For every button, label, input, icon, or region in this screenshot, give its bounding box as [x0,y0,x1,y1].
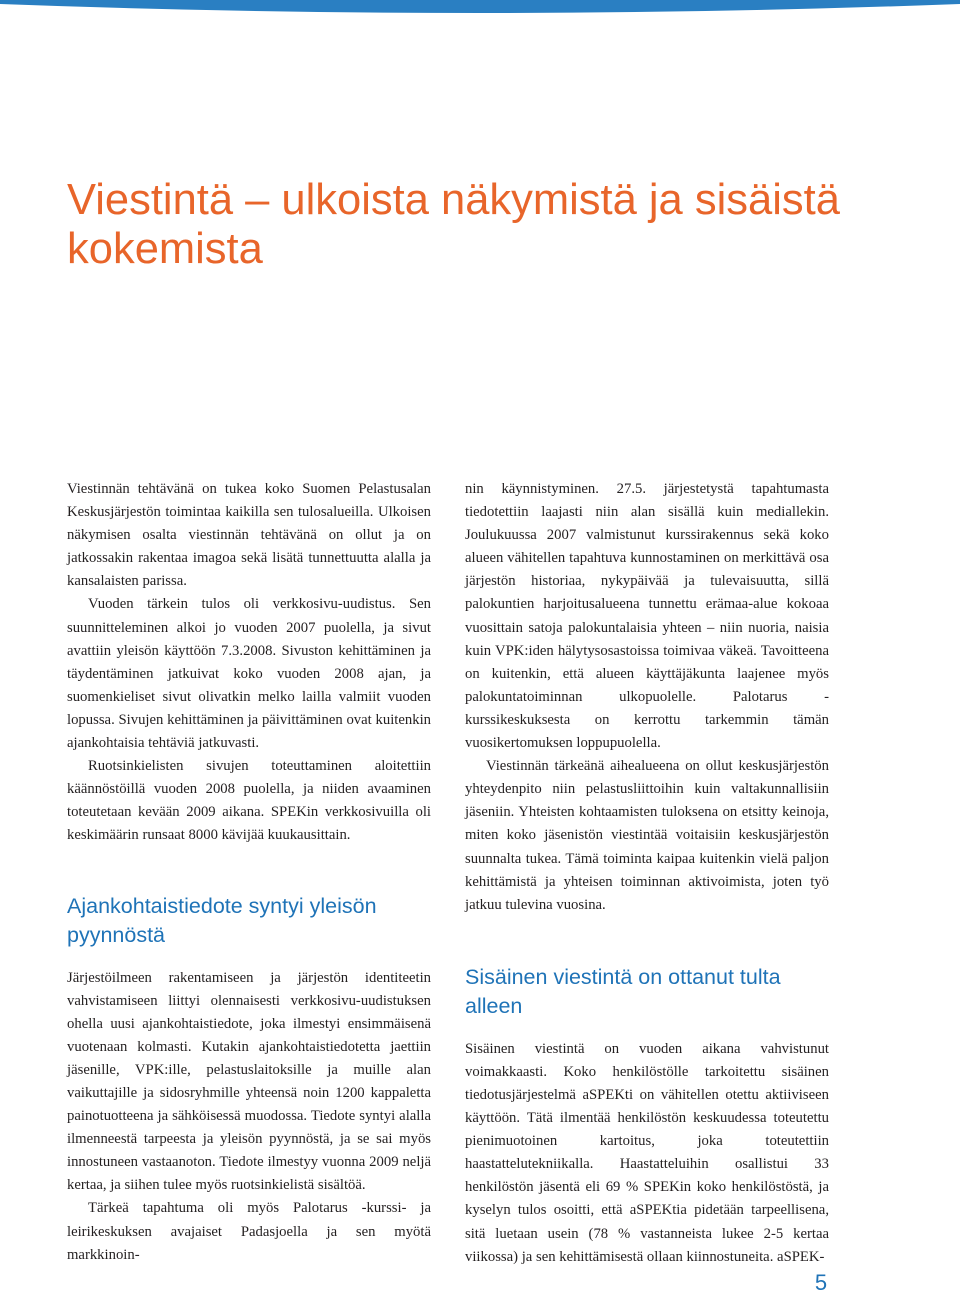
page-title: Viestintä – ulkoista näkymistä ja sisäistä kokemista [67,176,840,273]
right-column [465,478,829,1269]
section-heading: Sisäinen viestintä on ottanut tulta alleen [465,964,781,1018]
paragraph: Ruotsinkielisten sivujen toteuttaminen aloitettiin käännöstöillä vuoden 2008 puolella, ja niiden avaaminen toteutetaan kevään 2009 aikana. SPEKin verkkosivuilla oli keskimäärin runsaat 8000 kävijää kuukausittain. [67,758,431,844]
paragraph: Järjestöilmeen rakentamiseen ja järjestön identiteetin vahvistamiseen liittyi olennaisesti verkkosivu-uudistuksen ohella uusi ajankohtaistiedote, joka ilmestyi ensimmäisenä vuotenaan kolmasti. Kutakin ajankohtaistiedotetta jaettiin jäsenille, VPK:ille, pelastuslaitoksille ja muille alan vaikuttajille ja sidosryhmille yhteensä noin 1200 kappaletta painotuotteena ja sähköisessä muodossa. Tiedote syntyi alalla ilmenneestä tarpeesta ja yleisön pyynnöstä, ja se sai myös innostuneen vastaanoton. Tiedote ilmestyy vuonna 2009 neljä kertaa, ja siihen tulee myös ruotsinkielistä sisältöä. [67,969,431,1194]
page-number: 5 [814,1270,828,1295]
paragraph: Tärkeä tapahtuma oli myös Palotarus -kurssi- ja leirikeskuksen avajaiset Padasjoella ja sen myötä markkinoin- [67,1200,431,1263]
paragraph: nin käynnistyminen. 27.5. järjestetystä tapahtumasta tiedotettiin laajasti niin alan sisällä kuin mediallekin. Joulukuussa 2007 valmistunut kurssirakennus sekä koko alueen vähitellen tapahtuva kunnostaminen on merkittävä osa järjestön historiaa, nykypäivää ja tulevaisuutta, sillä palokuntien harjoitusalueena tunnettu erämaa-alue kokoaa vuosittain satoja palokuntalaisia yhteen – niin nuoria, naisia kuin VPK:iden hälytysosastoissa toimivaa väkeä. Tavoitteena on kuitenkin, että alueen käyttäjäkunta laajenee myös palokuntatoiminnan ulkopuolelle. Palotarus -kurssikeskuksesta on kerrottu tarkemmin tämän vuosikertomuksen loppupuolella. [465,481,829,752]
left-column [67,478,431,1267]
paragraph: Vuoden tärkein tulos oli verkkosivu-uudistus. Sen suunnitteleminen alkoi jo vuoden 2007 puolella, ja sivut avattiin yleisön käyttöön 7.3.2008. Sivuston kehittäminen ja täydentäminen jatkuivat koko vuoden 2008 ajan, ja suomenkieliset sivut olivatkin melko lailla valmiit vuoden lopussa. Sivujen kehittäminen ja päivittäminen ovat kuitenkin ajankohtaisia tehtäviä jatkuvasti. [67,596,431,752]
paragraph: Sisäinen viestintä on vuoden aikana vahvistunut voimakkaasti. Koko henkilöstölle tarkoitettu sisäinen tiedotusjärjestelmä aSPEKti on vähitellen otettu aktiiviseen käyttöön. Tätä ilmentää henkilöstön keskuudessa toteutettu pienimuotoinen kartoitus, joka toteutettiin haastattelutekniikalla. Haastatteluihin osallistui 33 henkilöstön jäsentä eli 69 % SPEKin koko henkilöstöstä, ja kyselyn tulos osoitti, että aSPEKtia pidetään tarpeellisena, sitä luetaan usein (78 % vastanneista lukee 2-5 kertaa viikossa) ja sen kehittämisestä ollaan kiinnostuneita. aSPEK- [465,1040,829,1265]
header-band-shape [0,0,960,13]
header-band [0,0,960,22]
section-heading: Ajankohtaistiedote syntyi yleisön pyynnöstä [67,893,377,947]
paragraph: Viestinnän tärkeänä aihealueena on ollut keskusjärjestön yhteydenpito niin pelastusliittoihin kuin valtakunnallisiin jäseniin. Yhteisten kohtaamisten tuloksena on etsitty keinoja, miten koko jäsenistön viestintää voitaisiin keskusjärjestön suunnalta tukea. Tämä toiminta kaipaa kuitenkin vielä paljon kehittämistä ja yhteisen toiminnan aktivoimista, joten työ jatkuu tulevina vuosina. [465,758,829,913]
paragraph: Viestinnän tehtävänä on tukea koko Suomen Pelastusalan Keskusjärjestön toimintaa kaikilla sen tulosalueilla. Ulkoisen näkymisen osalta viestinnän tehtävänä on ollut ja on jatkossakin rakentaa imagoa sekä lisätä tunnettuutta alalla ja kansalaisten parissa. [67,481,431,590]
